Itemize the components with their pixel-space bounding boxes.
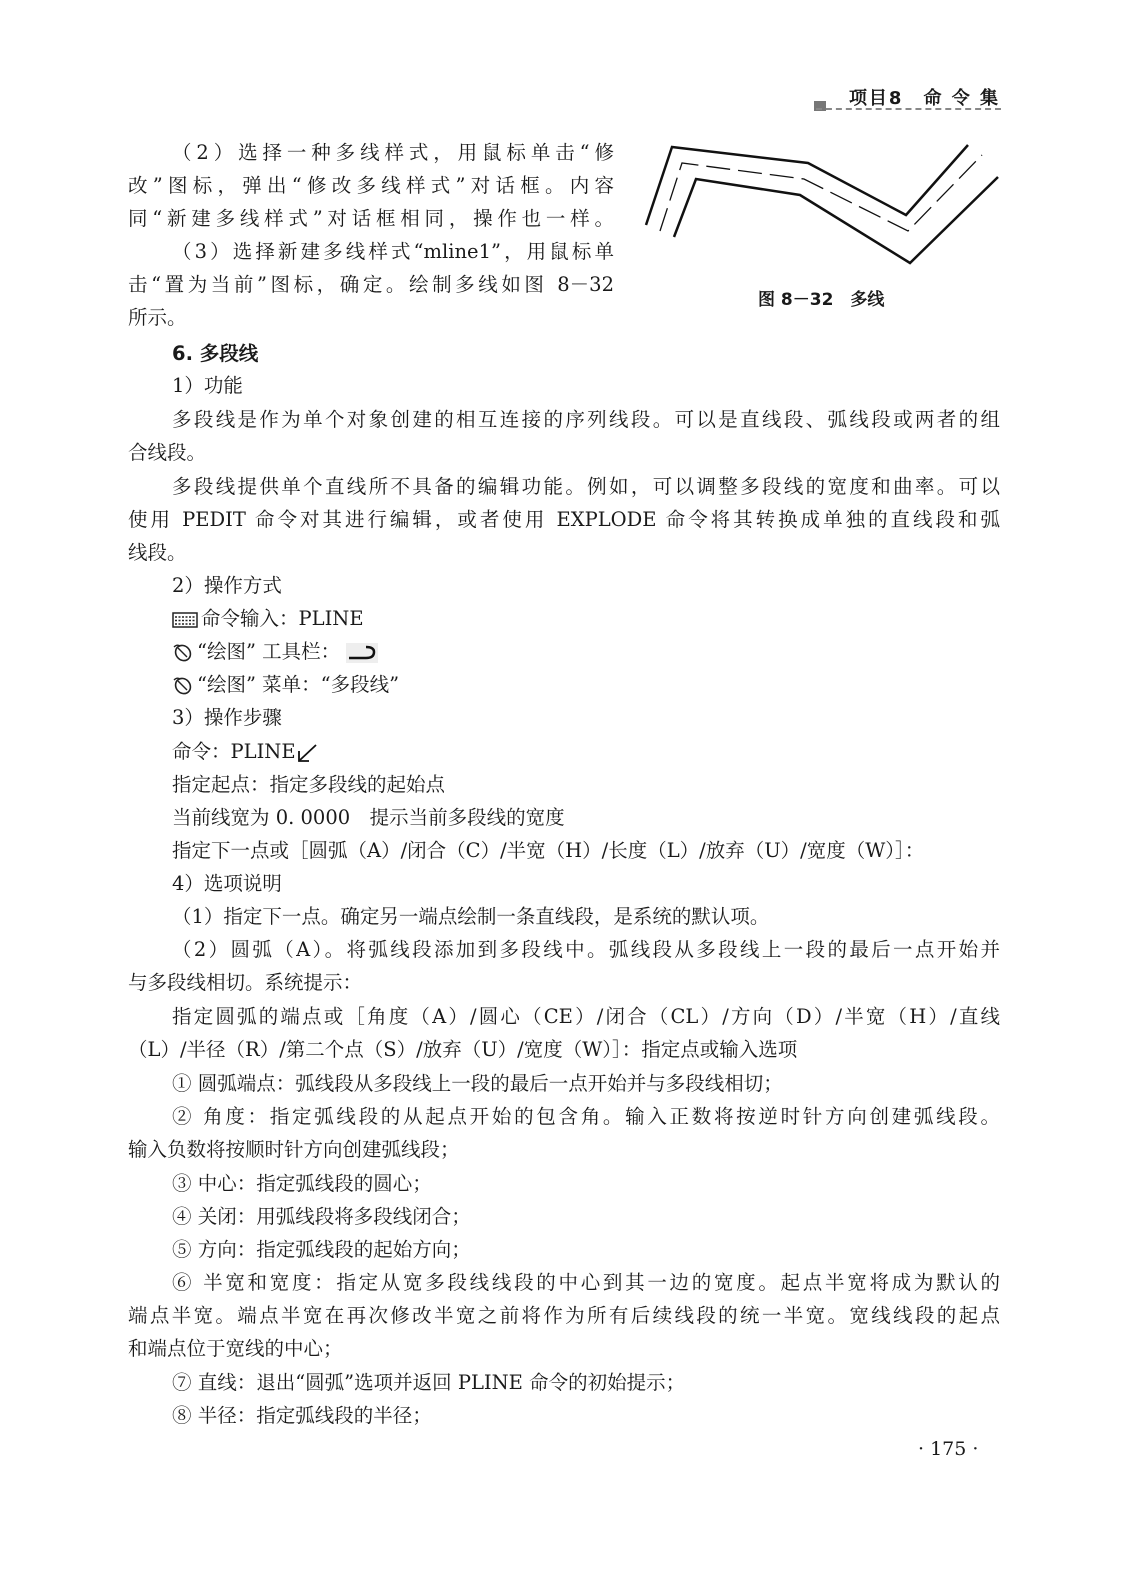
intro-p2-line3: 同“新建多线样式”对话框相同，操作也一样。 (128, 207, 614, 230)
choice-6-line3: 和端点位于宽线的中心； (128, 1337, 343, 1360)
function-p2-line1: 多段线提供单个直线所不具备的编辑功能。例如，可以调整多段线的宽度和曲率。可以 (172, 475, 1000, 498)
intro-paragraph-2 (128, 136, 614, 235)
option-2-line1: （2）圆弧（A）。将弧线段添加到多段线中。弧线段从多段线上一段的最后一点开始并 (172, 938, 1000, 961)
choice-6-line2: 端点半宽。端点半宽在再次修改半宽之前将作为所有后续线段的统一半宽。宽线线段的起点 (128, 1304, 1000, 1327)
intro-paragraph-3 (128, 235, 614, 334)
choice-8: ⑧ 半径：指定弧线段的半径； (172, 1404, 432, 1427)
page-number: · 175 · (918, 1438, 979, 1460)
steps-line-4: 指定下一点或［圆弧（A）/闭合（C）/半宽（H）/长度（L）/放弃（U）/宽度（W）］： (172, 839, 925, 862)
choice-2-line1: ② 角度：指定弧线段的从起点开始的包含角。输入正数将按逆时针方向创建弧线段。 (172, 1105, 1000, 1128)
ops-menu (128, 668, 1044, 701)
steps-line-1 (128, 735, 1044, 768)
function-paragraph-2 (128, 470, 1000, 569)
steps-title: 3）操作步骤 (172, 706, 282, 729)
choice-4: ④ 关闭：用弧线段将多段线闭合； (172, 1205, 471, 1228)
function-paragraph-1 (128, 403, 1000, 469)
multiline-center-dashed-line (660, 155, 982, 231)
ops-command-input (128, 602, 1044, 635)
ops-title: 2）操作方式 (172, 574, 282, 597)
ops-toolbar-text: “绘图” 工具栏： (197, 640, 341, 663)
ops-command-input-text: 命令输入：PLINE (201, 607, 364, 630)
section-heading: 6. 多段线 (172, 342, 259, 365)
keyboard-icon (172, 611, 198, 629)
intro-p2-line1: （2）选择一种多线样式，用鼠标单击“修 (172, 141, 614, 164)
function-p1-line1: 多段线是作为单个对象创建的相互连接的序列线段。可以是直线段、弧线段或两者的组 (172, 408, 1000, 431)
option-1: （1）指定下一点。确定另一端点绘制一条直线段，是系统的默认项。 (172, 905, 770, 928)
steps-line-3: 当前线宽为 0. 0000 提示当前多段线的宽度 (172, 806, 565, 829)
option-2 (128, 933, 1000, 999)
arc-prompt-line2: （L）/半径（R）/第二个点（S）/放弃（U）/宽度（W）］：指定点或输入选项 (128, 1038, 798, 1061)
choice-5: ⑤ 方向：指定弧线段的起始方向； (172, 1238, 471, 1261)
steps-line-2: 指定起点：指定多段线的起始点 (172, 773, 446, 796)
arc-prompt-line1: 指定圆弧的端点或［角度（A）/圆心（CE）/闭合（CL）/方向（D）/半宽（H）/直线 (172, 1005, 1000, 1028)
polyline-tool-icon (346, 643, 378, 663)
running-header (0, 0, 1127, 120)
intro-p3-line1: （3）选择新建多线样式“mline1”，用鼠标单 (172, 240, 614, 263)
function-p2-line3: 线段。 (128, 541, 187, 564)
function-p2-line2: 使用 PEDIT 命令对其进行编辑，或者使用 EXPLODE 命令将其转换成单独的直线段和弧 (128, 508, 1000, 531)
choice-1: ① 圆弧端点：弧线段从多段线上一段的最后一点开始并与多段线相切； (172, 1072, 783, 1095)
choice-2-line2: 输入负数将按顺时针方向创建弧线段； (128, 1138, 460, 1161)
choice-3: ③ 中心：指定弧线段的圆心； (172, 1172, 432, 1195)
figure-caption: 图 8－32 多线 (758, 290, 885, 310)
arc-prompt (128, 1000, 1000, 1066)
ops-menu-text: “绘图” 菜单：“多段线” (197, 673, 400, 696)
function-p1-line2: 合线段。 (128, 441, 207, 464)
intro-p3-line2: 击“置为当前”图标，确定。绘制多线如图 8－32 (128, 273, 614, 296)
choice-7: ⑦ 直线：退出“圆弧”选项并返回 PLINE 命令的初始提示； (172, 1371, 686, 1394)
header-title: 项目8 命 令 集 (848, 88, 1000, 109)
options-title: 4）选项说明 (172, 872, 282, 895)
enter-arrow-icon (296, 743, 318, 763)
option-2-line2: 与多段线相切。系统提示： (128, 971, 363, 994)
ops-toolbar (128, 635, 1044, 668)
mouse-icon (172, 676, 194, 696)
header-dashed-rule (816, 108, 1001, 110)
intro-p3-line3: 所示。 (128, 306, 187, 329)
choice-6 (128, 1266, 1000, 1365)
intro-p2-line2: 改”图标，弹出“修改多线样式”对话框。内容 (128, 174, 614, 197)
steps-line-1-text: 命令：PLINE (172, 740, 296, 763)
function-title: 1）功能 (172, 374, 243, 397)
multiline-inner-line (674, 177, 998, 263)
choice-6-line1: ⑥ 半宽和宽度：指定从宽多段线线段的中心到其一边的宽度。起点半宽将成为默认的 (172, 1271, 1000, 1294)
choice-2 (128, 1100, 1000, 1166)
mouse-icon (172, 643, 194, 663)
